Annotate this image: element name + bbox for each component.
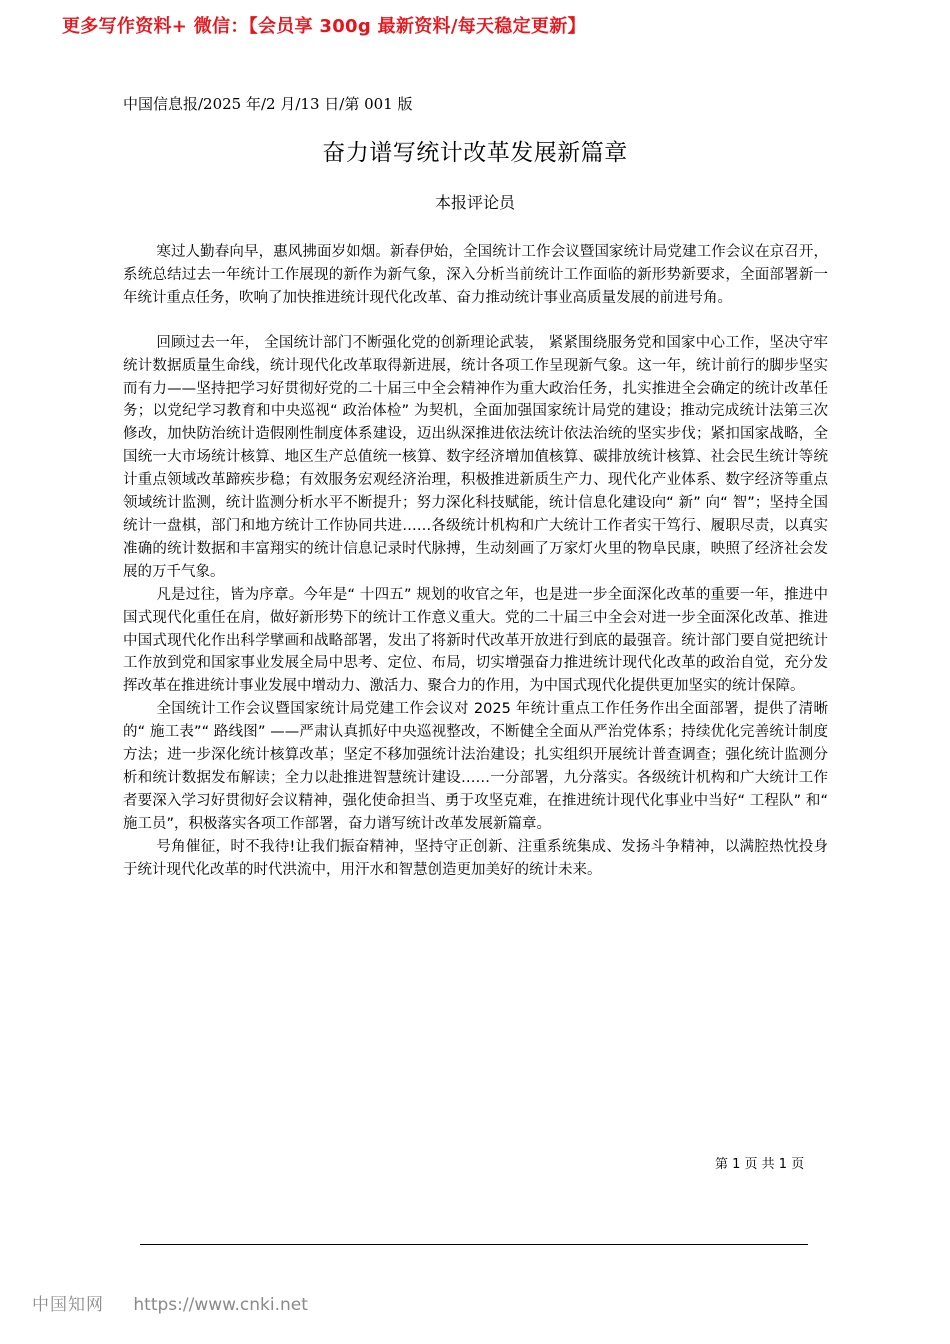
article-paragraph: 寒过人勤春向早，惠风拂面岁如烟。新春伊始，全国统计工作会议暨国家统计局党建工作会议在京召开，系统总结过去一年统计工作展现的新作为新气象，深入分析当前统计工作面临的新形势新要求，全面部署新一年统计重点任务，吹响了加快推进统计现代化改革、奋力推动统计事业高质量发展的前进号角。 [123,244,828,306]
footer-divider [140,1244,808,1245]
footer-url[interactable]: https://www.cnki.net [133,1295,308,1315]
article-paragraph: 号角催征，时不我待!让我们振奋精神，坚持守正创新、注重系统集成、发扬斗争精神，以满腔热忱投身于统计现代化改革的时代洪流中，用汗水和智慧创造更加美好的统计未来。 [123,838,828,878]
page-number: 第 1 页 共 1 页 [715,1157,805,1172]
article-paragraph: 回顾过去一年， 全国统计部门不断强化党的创新理论武装， 紧紧围绕服务党和国家中心工作，坚决守牢统计数据质量生命线，统计现代化改革取得新进展，统计各项工作呈现新气象。这一年，统计前行的脚步坚实而有力——坚持把学习好贯彻好党的二十届三中全会精神作为重大政治任务，扎实推进全会确定的统计改革任务；以党纪学习教育和中央巡视“ 政治体检” 为契机，全面加强国家统计局党的建设；推动完成统计法第三次修改，加快防治统计造假刚性制度体系建设，迈出纵深推进依法统计依法治统的坚实步伐；紧扣国家战略，全国统一大市场统计核算、地区生产总值统一核算、数字经济增加值核算、碳排放统计核算、社会民生统计等统计重点领域改革蹄疾步稳；有效服务宏观经济治理，积极推进新质生产力、现代化产业体系、数字经济等重点领域统计监测，统计监测分析水平不断提升；努力深化科技赋能，统计信息化建设向“ 新” 向“ 智”；坚持全国统计一盘棋，部门和地方统计工作协同共进……各级统计机构和广大统计工作者实干笃行、履职尽责，以真实准确的统计数据和丰富翔实的统计信息记录时代脉搏，生动刻画了万家灯火里的物阜民康，映照了经济社会发展的万千气象。 [123,334,828,580]
article-author: 本报评论员 [434,193,515,212]
article-title: 奋力谱写统计改革发展新篇章 [322,140,628,166]
footer [32,1292,308,1318]
article-paragraph: 全国统计工作会议暨国家统计局党建工作会议对 2025 年统计重点工作任务作出全面部署，提供了清晰的“ 施工表”“ 路线图” ——严肃认真抓好中央巡视整改，不断健全全面从严治党体系；持续优化完善统计制度方法；进一步深化统计核算改革；坚定不移加强统计法治建设；扎实组织开展统计普查调查；强化统计监测分析和统计数据发布解读；全力以赴推进智慧统计建设……一分部署，九分落实。各级统计机构和广大统计工作者要深入学习好贯彻好会议精神，强化使命担当、勇于攻坚克难，在推进统计现代化事业中当好“ 工程队” 和“ 施工员”，积极落实各项工作部署，奋力谱写统计改革发展新篇章。 [123,701,828,832]
footer-brand: 中国知网 [32,1295,104,1315]
promo-banner: 更多写作资料+ 微信：【会员享 300g 最新资料/每天稳定更新】 [62,16,586,37]
article-body [123,241,828,881]
article-paragraph: 凡是过往，皆为序章。今年是“ 十四五” 规划的收官之年，也是进一步全面深化改革的重要一年，推进中国式现代化重任在肩，做好新形势下的统计工作意义重大。党的二十届三中全会对进一步全面深化改革、推进中国式现代化作出科学擘画和战略部署，发出了将新时代改革开放进行到底的最强音。统计部门要自觉把统计工作放到党和国家事业发展全局中思考、定位、布局，切实增强奋力推进统计现代化改革的政治自觉，充分发挥改革在推进统计事业发展中增动力、激活力、聚合力的作用，为中国式现代化提供更加坚实的统计保障。 [123,586,828,695]
article-source: 中国信息报/2025 年/2 月/13 日/第 001 版 [123,95,413,113]
